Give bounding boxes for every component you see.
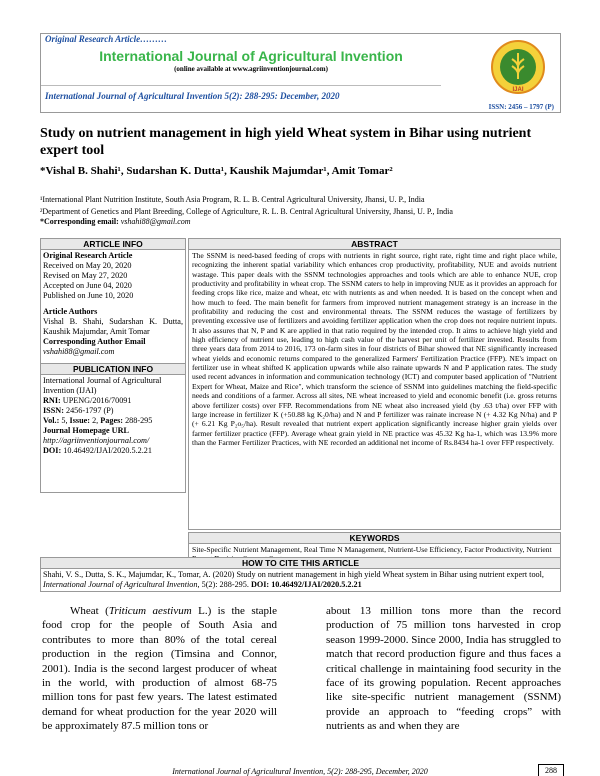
article-info-heading: ARTICLE INFO	[41, 239, 185, 250]
body-column-right: about 13 million tons more than the record production of 75 million tons harvested in crop season 1999-2000. Since 2000, India has struggled to match that record production figure and thus faces a critical challenge in maintaining food security in the face of its growing population. Recent approaches like site-specific nutrient management (SSNM) provide an approach to “feeding crops” with nutrients as and when they are	[326, 605, 561, 733]
pub-volume: Vol.: 5, Issue: 2, Pages: 288-295	[43, 416, 153, 425]
affiliation-1: ¹International Plant Nutrition Institute, South Asia Program, R. L. B. Central Agricultural University, Jhansi, U. P., India	[40, 195, 425, 204]
pub-issn: ISSN: 2456-1797 (P)	[43, 406, 114, 415]
abstract-text: The SSNM is need-based feeding of crops with nutrients in right source, right rate, right time and right place while, recognizing the inherent spatial variability which enhances crop productivity, profitability, NUE and avoids nutrient wastage. This paper deals with the SSNM technologies approaches and tools which are able to enhance NUE, crop productivity and profitability in wheat crop. The SSNM caters to help in improving NUE as it provides an approach for feeding crops like rice, maize and wheat, etc with nutrients as and when needed. It is based on the concept when and how much to feed. The main benefit for farmers from improved nutrient management strategy is an increase in the profitability and reducing the cost and environmental threats. The SSNM reduces the wastage of fertilizers by preventing excessive use of fertilizers and avoiding fertilizer application when the crop does not require nutrient inputs. It also assures that N, P and K are applied in that ratio required by the intended crop. It aims to achieve high yield and high efficiency of nutrient use, leading to high cash value of the harvest per unit of fertilizer invested. Results from three years data from 2014 to 2016, 173 on-farm sites in four districts of Bihar showed that NE significantly increased wheat yields and economic returns compared to the generalized Farmers' Fertilization Practice (FFP). NE's impact on fertilizer use in wheat shifted K application upwards while also rainate upwards N and P application rates. The study used recent advances in information and communication technology (ICT) and computer based application of "Nutrient Expert for Wheat, Maize and Rice", which transform the science of SSNM into guidelines matching the field-specific needs and conditions of a farmer. Across all sites, NE wheat increased to yield and economic benefit (i.e. gross returns above fertilizer costs) over FFP. Recommendations from NE wheat also increased yield (by .63 t/ha) over FFP with large increase in fertilizer K (+50.88 kg K₂0/ha) and N and P fertilizer was rainate increase N (+ 4.32 Kg N/ha) and P (+ 6.21 Kg P₂o₅/ha). Result revealed that nutrient expert application significantly increase higher grain yields over farmer fertilizer practice (FFP). Average wheat grain yield in NE practice was 45.32 Kg ha-1, which was 13.9% more than the Farmer Fertilizer Practices, with NE recorded an additional net income of Rs.8434 ha-1 over FFP respectively.	[192, 251, 557, 447]
published-date: Published on June 10, 2020	[43, 291, 134, 300]
header-issn: ISSN: 2456 – 1797 (P)	[488, 103, 554, 111]
corresponding-label: *Corresponding email:	[40, 217, 119, 226]
page-footer: International Journal of Agricultural Invention, 5(2): 288-295, December, 2020	[172, 767, 428, 776]
affiliation-2: ²Department of Genetics and Plant Breeding, College of Agriculture, R. L. B. Central Agricultural University, Jhansi, U. P., India	[40, 207, 453, 216]
journal-logo-icon	[490, 39, 546, 95]
how-to-cite-box	[40, 557, 561, 592]
pub-doi: DOI: 10.46492/IJAI/2020.5.2.21	[43, 446, 152, 455]
header-citation: International Journal of Agricultural Invention 5(2): 288-295: December, 2020	[45, 91, 340, 101]
keywords-heading: KEYWORDS	[189, 533, 560, 544]
corresponding-email	[40, 217, 191, 226]
article-type-label: Original Research Article	[43, 251, 133, 260]
article-type: Original Research Article………	[45, 34, 168, 44]
header-divider	[41, 85, 441, 86]
journal-name: International Journal of Agricultural Invention	[99, 48, 403, 64]
pub-rni: RNI: UPENG/2016/70091	[43, 396, 132, 405]
journal-header	[40, 33, 561, 113]
accepted-date: Accepted on June 04, 2020	[43, 281, 132, 290]
page-title: Study on nutrient management in high yield Wheat system in Bihar using nutrient expert tool	[40, 126, 532, 158]
pub-journal: International Journal of Agricultural Invention (IJAI)	[43, 376, 162, 395]
revised-date: Revised on May 27, 2020	[43, 271, 128, 280]
page-number: 288	[538, 764, 564, 776]
pub-url-label: Journal Homepage URL	[43, 426, 129, 435]
corresponding-email-value[interactable]: vshahi88@gmail.com	[120, 217, 191, 226]
publication-info-heading: PUBLICATION INFO	[41, 363, 185, 375]
abstract-box	[188, 238, 561, 530]
pub-url[interactable]: http://agriinventionjournal.com/	[43, 436, 150, 445]
how-to-cite-heading: HOW TO CITE THIS ARTICLE	[41, 558, 560, 569]
article-info-box	[40, 238, 186, 493]
how-to-cite-text: Shahi, V. S., Dutta, S. K., Majumdar, K., Tomar, A. (2020) Study on nutrient management in high yield Wheat system in Bihar using nutrient expert tool, International Journal of Agricultural Invention, 5(2): 288-295. DOI: 10.46492/IJAI/2020.5.2.21	[43, 570, 544, 589]
abstract-heading: ABSTRACT	[189, 239, 560, 250]
keywords-text: Site-Specific Nutrient Management, Real Time N Management, Nutrient-Use Efficiency, Factor Productivity, Nutrient	[192, 545, 552, 554]
info-email[interactable]: vshahi88@gmail.com	[43, 347, 115, 356]
journal-online-note: (online available at www.agriinventionjournal.com)	[174, 65, 328, 73]
authors-heading: Article Authors	[43, 307, 98, 316]
logo-text: IJAI	[512, 87, 524, 93]
received-date: Received on May 20, 2020	[43, 261, 132, 270]
body-column-left: Wheat (Triticum aestivum L.) is the staple food crop for the people of South Asia and contributes to more than 80% of the total cereal production in the region (Timsina and Connor, 2001). India is the second largest producer of wheat in the world, with production of almost 68-75 million tons for past few years. The latest estimated demand for wheat production for the year 2020 will be approximately 87.5 million tons or	[42, 605, 277, 733]
email-heading: Corresponding Author Email	[43, 337, 146, 346]
authors: *Vishal B. Shahi¹, Sudarshan K. Dutta¹, Kaushik Majumdar¹, Amit Tomar²	[40, 165, 393, 177]
info-authors: Vishal B. Shahi, Sudarshan K. Dutta, Kaushik Majumdar, Amit Tomar	[43, 317, 183, 336]
